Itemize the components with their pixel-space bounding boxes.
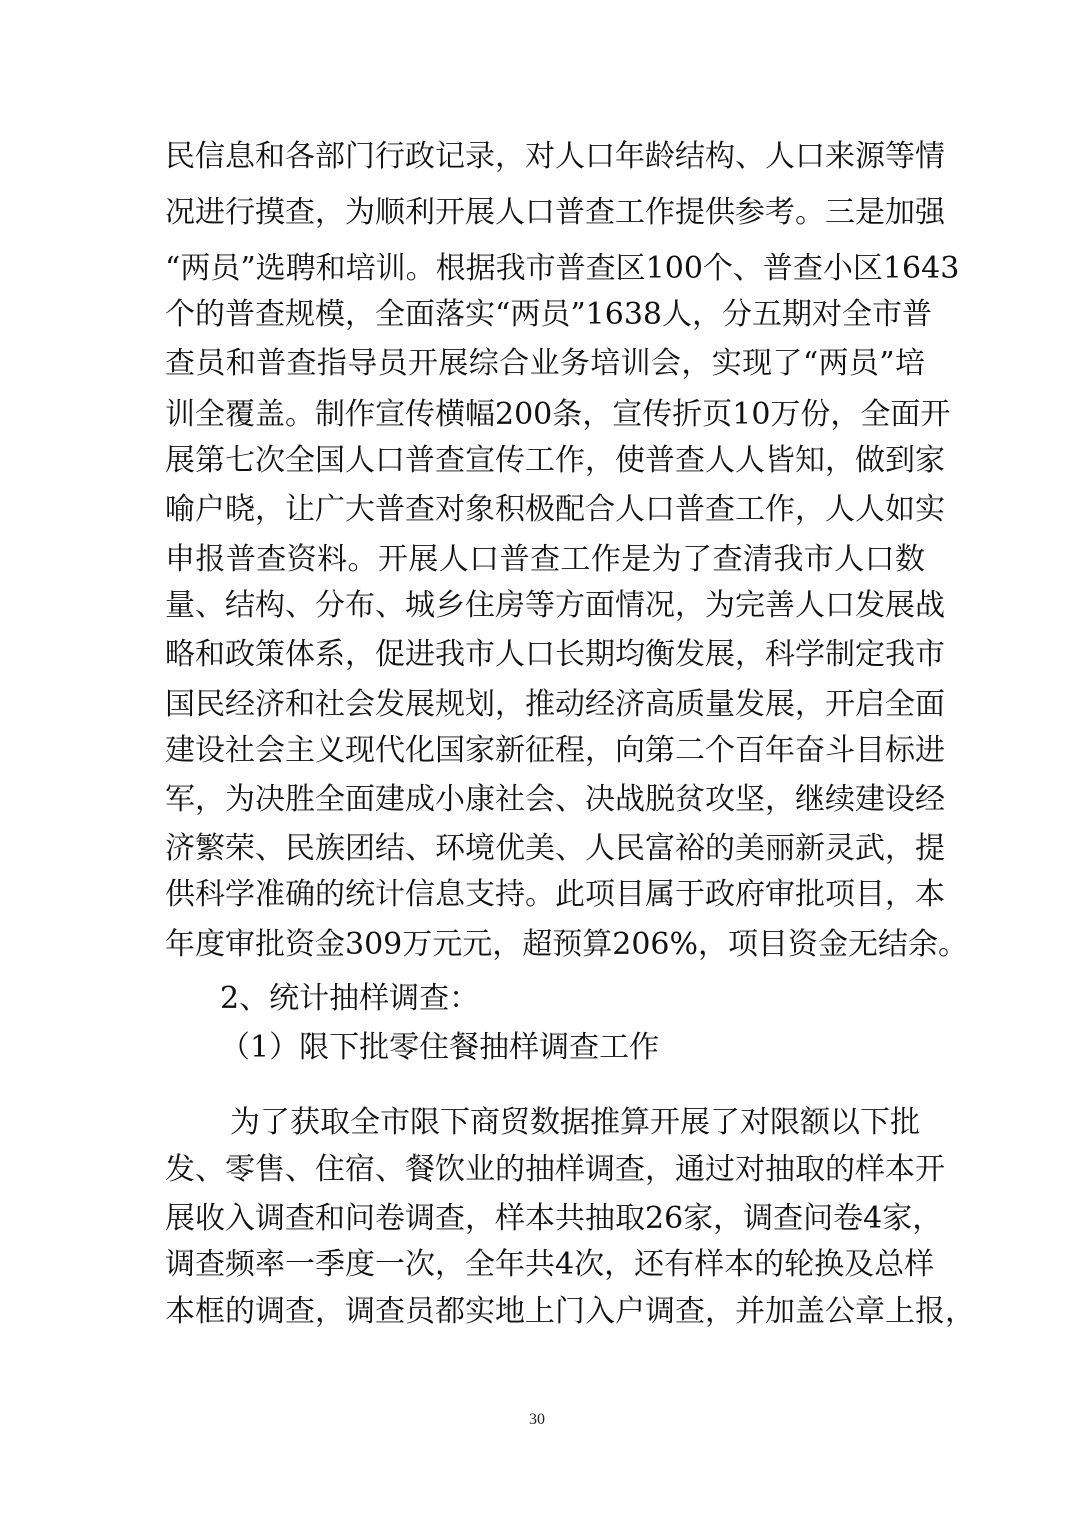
paragraph-line: 年度审批资金309万元元，超预算206%，项目资金无结余。: [165, 927, 969, 962]
paragraph-line: 量、结构、分布、城乡住房等方面情况，为完善人口发展战: [165, 588, 945, 623]
paragraph-line: 查员和普查指导员开展综合业务培训会，实现了“两员”培: [165, 346, 925, 381]
paragraph-line: 喻户晓，让广大普查对象积极配合人口普查工作，人人如实: [165, 492, 945, 527]
paragraph-line: 济繁荣、民族团结、环境优美、人民富裕的美丽新灵武，提: [165, 831, 945, 866]
paragraph-line: 发、零售、住宿、餐饮业的抽样调查，通过对抽取的样本开: [165, 1152, 945, 1187]
paragraph-line: 申报普查资料。开展人口普查工作是为了查清我市人口数: [165, 542, 925, 577]
paragraph-line: 况进行摸查，为顺利开展人口普查工作提供参考。三是加强: [165, 195, 945, 230]
paragraph-line: 本框的调查，调查员都实地上门入户调查，并加盖公章上报，: [165, 1294, 975, 1329]
section-heading: 2、统计抽样调查：: [220, 981, 480, 1016]
page-number: 30: [529, 1411, 545, 1428]
paragraph-line: 为了获取全市限下商贸数据推算开展了对限额以下批: [230, 1105, 920, 1140]
paragraph-line: 军，为决胜全面建成小康社会、决战脱贫攻坚，继续建设经: [165, 782, 945, 817]
paragraph-line: 展第七次全国人口普查宣传工作，使普查人人皆知，做到家: [165, 443, 945, 478]
paragraph-line: 展收入调查和问卷调查，样本共抽取26家，调查问卷4家，: [165, 1201, 943, 1236]
paragraph-line: 民信息和各部门行政记录，对人口年龄结构、人口来源等情: [165, 139, 945, 174]
paragraph-line: 供科学准确的统计信息支持。此项目属于政府审批项目，本: [165, 877, 945, 912]
paragraph-line: 调查频率一季度一次，全年共4次，还有样本的轮换及总样: [165, 1247, 935, 1282]
paragraph-line: 建设社会主义现代化国家新征程，向第二个百年奋斗目标进: [165, 733, 945, 768]
paragraph-line: 训全覆盖。制作宣传横幅200条，宣传折页10万份，全面开: [165, 397, 951, 432]
paragraph-line: “两员”选聘和培训。根据我市普查区100个、普查小区1643: [165, 251, 960, 286]
paragraph-line: 国民经济和社会发展规划，推动经济高质量发展，开启全面: [165, 687, 945, 722]
subsection-heading: （1）限下批零住餐抽样调查工作: [220, 1030, 660, 1065]
paragraph-line: 略和政策体系，促进我市人口长期均衡发展，科学制定我市: [165, 637, 945, 672]
paragraph-line: 个的普查规模，全面落实“两员”1638人，分五期对全市普: [165, 297, 933, 332]
